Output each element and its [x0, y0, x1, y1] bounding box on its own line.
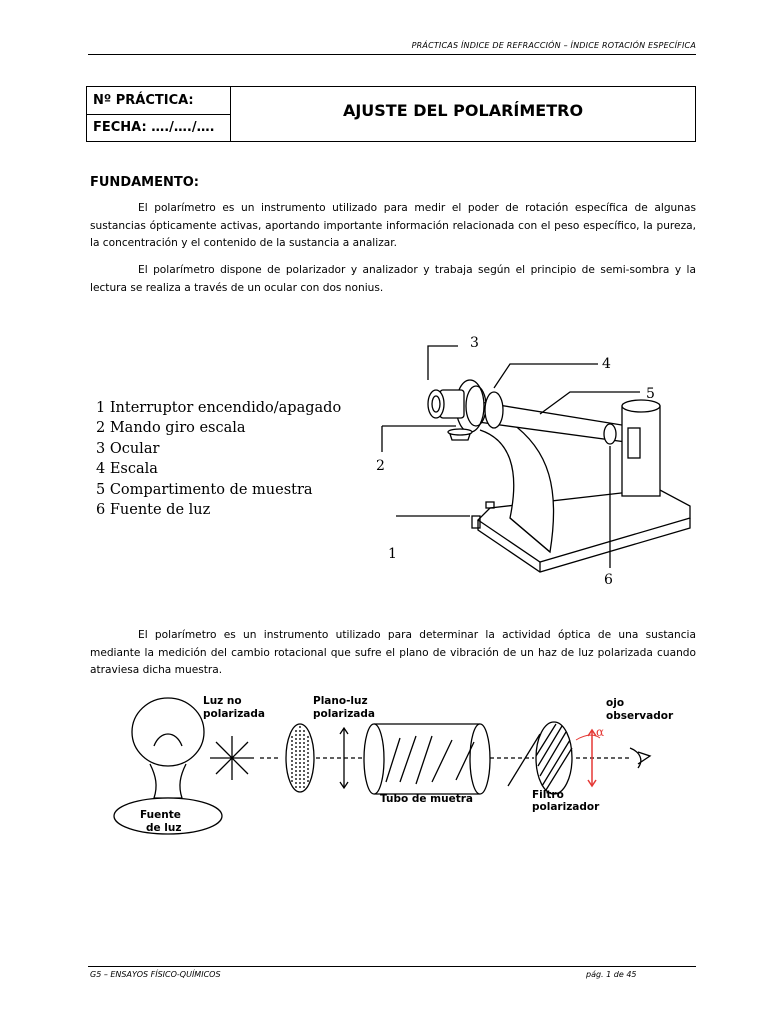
header-rule	[88, 54, 696, 55]
callout-6: 6	[604, 572, 613, 588]
optics-diagram	[110, 690, 700, 840]
polarimeter-illustration	[360, 330, 700, 598]
angle-alpha-label: α	[596, 725, 605, 739]
footer-rule	[88, 966, 696, 967]
paragraph-1: El polarímetro es un instrumento utilizado para medir el poder de rotación específica de algunas sustancias ópticamente activas, aportando importante información relacionada con el peso específico, la pureza, la concentración y el contenido de la sustancia a analizar.	[90, 202, 696, 250]
footer-left: G5 – ENSAYOS FÍSICO-QUÍMICOS	[90, 970, 221, 979]
practice-info-cell	[87, 87, 231, 141]
callout-5: 5	[646, 386, 655, 402]
paragraph-2: El polarímetro dispone de polarizador y analizador y trabaja según el principio de semi-sombra y la lectura se realiza a través de un ocular con dos nonius.	[90, 264, 696, 294]
section-heading: FUNDAMENTO:	[90, 175, 199, 190]
legend-item: 4 Escala	[96, 461, 158, 478]
legend-item: 1 Interruptor encendido/apagado	[96, 400, 342, 416]
legend-item: 5 Compartimento de muestra	[96, 481, 313, 498]
practica-label: Nº PRÁCTICA:	[93, 93, 194, 108]
legend-item: 2 Mando giro escala	[96, 420, 246, 437]
page-number: pág. 1 de 45	[586, 970, 637, 979]
label-source-line2: de luz	[146, 822, 182, 834]
document-title: AJUSTE DEL POLARÍMETRO	[342, 101, 584, 120]
label-observer-line1: ojo	[606, 697, 625, 709]
running-header: PRÁCTICAS ÍNDICE DE REFRACCIÓN – ÍNDICE ROTACIÓN ESPECÍFICA	[411, 41, 696, 50]
legend-item: 6 Fuente de luz	[96, 502, 211, 519]
label-filter-line2: polarizador	[532, 801, 600, 813]
label-polarized-line2: polarizada	[313, 708, 375, 720]
fecha-label: FECHA: …./…./….	[93, 120, 215, 135]
label-polarized-line1: Plano-luz	[313, 695, 368, 707]
label-source-line1: Fuente	[140, 809, 181, 821]
label-unpolarized-line1: Luz no	[203, 695, 242, 707]
callout-4: 4	[602, 356, 611, 372]
paragraph-3: El polarímetro es un instrumento utilizado para determinar la actividad óptica de una sustancia mediante la medición del cambio rotacional que sufre el plano de vibración de un haz de luz polarizada cuando atraviesa dicha muestra.	[90, 629, 696, 677]
callout-2: 2	[376, 458, 385, 474]
title-box	[86, 86, 696, 142]
label-observer-line2: observador	[606, 710, 674, 722]
instrument-legend	[96, 398, 341, 520]
cell-divider	[87, 114, 231, 115]
callout-3: 3	[470, 335, 479, 351]
legend-item: 3 Ocular	[96, 440, 160, 457]
label-unpolarized-line2: polarizada	[203, 708, 265, 720]
label-sample-tube: Tubo de muetra	[380, 793, 473, 805]
callout-1: 1	[388, 546, 397, 562]
label-filter-line1: Filtro	[532, 789, 564, 801]
